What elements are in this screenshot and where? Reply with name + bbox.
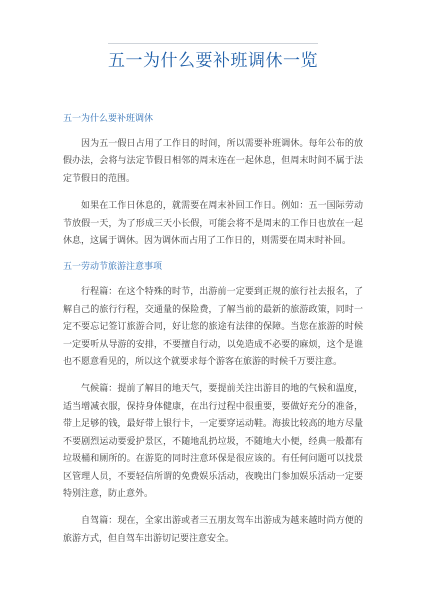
paragraph: 因为五一假日占用了工作日的时间，所以需要补班调休。每年公布的放假办法，会将与法定节假日相邻的周末连在一起休息，但周末时间不属于法定节假日的范围。 (63, 139, 363, 184)
paragraph: 如果在工作日休息的，就需要在周末补回工作日。例如：五一国际劳动节放假一天，为了形成三天小长假，可能会将不是周末的工作日也放在一起休息，这属于调休。因为调休而占用了工作日的，则需要在周末时补回。 (63, 201, 363, 247)
paragraph: 行程篇：在这个特殊的时节，出游前一定要到正规的旅行社去报名，了解自己的旅行行程，交通量的保险费，了解当前的最新的旅游政策，同时一定不要忘记签订旅游合同，好让您的旅途有法律的保障。当您在旅游的时候一定要听从导游的安排，不要擅自行动，以免造成不必要的麻烦，这个是谁也不愿意看见的，所以这个就要求每个游客在旅游的时候千万要注意。 (63, 287, 363, 368)
section-heading-why-adjust: 五一为什么要补班调休 (63, 114, 154, 124)
section-heading-travel-tips: 五一劳动节旅游注意事项 (63, 262, 163, 273)
title-block (108, 43, 318, 74)
paragraph: 自驾篇：现在，全家出游或者三五朋友驾车出游成为越来越时尚方便的旅游方式，但自驾车出游切记要注意安全。 (63, 516, 363, 544)
document-body (63, 112, 363, 558)
page-title: 五一为什么要补班调休一览 (108, 51, 318, 71)
paragraph: 气候篇：提前了解目的地天气，要提前关注出游目的地的气候和温度，适当增减衣服，保持身体健康，在出行过程中很重要，要做好充分的准备，带上足够的钱，最好带上银行卡，一定要穿运动鞋。海拔比较高的地方尽量不要剧烈运动要爱护景区，不随地乱扔垃圾，不随地大小便，经典一般都有垃圾桶和厕所的。在游览的同时注意环保是很应该的。有任何问题可以找景区管理人员，不要轻信所谓的免费娱乐活动，夜晚出门参加娱乐活动一定要特别注意，防止意外。 (63, 384, 363, 499)
